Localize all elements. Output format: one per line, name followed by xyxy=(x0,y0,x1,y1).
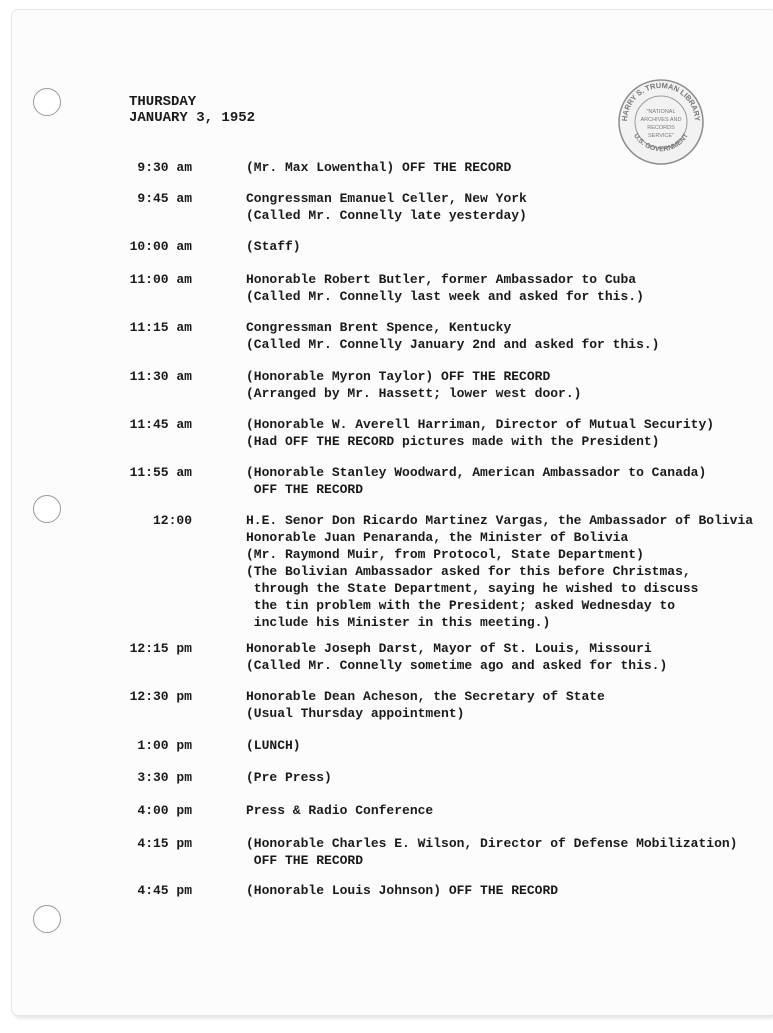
entry-time: 12:30 pm xyxy=(129,689,192,704)
entry-line: (The Bolivian Ambassador asked for this before Christmas, xyxy=(246,564,691,579)
entry-line: (Called Mr. Connelly last week and asked for this.) xyxy=(246,289,644,304)
entry-line: Honorable Robert Butler, former Ambassador to Cuba xyxy=(246,272,637,287)
entry-line: (Called Mr. Connelly sometime ago and asked for this.) xyxy=(246,658,668,673)
entry-line: (Called Mr. Connelly late yesterday) xyxy=(246,208,527,223)
entry-line: Congressman Brent Spence, Kentucky xyxy=(246,320,512,335)
entry-description xyxy=(246,159,511,176)
entry-description xyxy=(246,688,605,722)
entry-line: Honorable Joseph Darst, Mayor of St. Louis, Missouri xyxy=(246,641,652,656)
stamp-bottom-text: U.S. GOVERNMENT xyxy=(632,132,690,154)
entry-description xyxy=(246,737,301,754)
entry-line: (Honorable Stanley Woodward, American Ambassador to Canada) xyxy=(246,465,707,480)
entry-line: (Called Mr. Connelly January 2nd and asked for this.) xyxy=(246,337,660,352)
entry-line: (Usual Thursday appointment) xyxy=(246,706,465,721)
entry-line: the tin problem with the President; asked Wednesday to xyxy=(246,598,676,613)
entry-time: 4:00 pm xyxy=(137,803,192,818)
entry-line: OFF THE RECORD xyxy=(246,482,364,497)
entry-description xyxy=(246,368,581,402)
entry-line: Press & Radio Conference xyxy=(246,803,434,818)
entry-line: (Mr. Raymond Muir, from Protocol, State Department) xyxy=(246,547,644,562)
stamp-inner-line: ARCHIVES AND xyxy=(640,117,682,123)
entry-description xyxy=(246,802,433,819)
date-label: JANUARY 3, 1952 xyxy=(129,110,256,126)
entry-description xyxy=(246,835,737,869)
entry-description xyxy=(246,416,714,450)
entry-time: 4:45 pm xyxy=(137,883,192,898)
stamp-outer-text: HARRY S. TRUMAN LIBRARY xyxy=(619,80,703,122)
entry-time: 12:00 xyxy=(152,513,192,528)
entry-time: 9:45 am xyxy=(137,191,192,206)
entry-description xyxy=(246,238,301,255)
entry-line: H.E. Senor Don Ricardo Martinez Vargas, the Ambassador of Bolivia xyxy=(246,513,754,528)
day-label: THURSDAY xyxy=(129,94,197,110)
stamp-inner-line: SERVICE" xyxy=(648,133,674,139)
entry-line: (Honorable Myron Taylor) OFF THE RECORD xyxy=(246,369,551,384)
binder-hole-middle xyxy=(33,495,61,523)
entry-time: 11:00 am xyxy=(129,272,192,287)
entry-description xyxy=(246,319,659,353)
entry-line: (LUNCH) xyxy=(246,738,301,753)
archive-stamp xyxy=(617,78,705,166)
entry-line: (Pre Press) xyxy=(246,770,332,785)
entry-line: (Honorable Louis Johnson) OFF THE RECORD xyxy=(246,883,559,898)
entry-time: 12:15 pm xyxy=(129,641,192,656)
entry-time: 11:15 am xyxy=(129,320,192,335)
entry-time: 10:00 am xyxy=(129,239,192,254)
entry-time: 11:45 am xyxy=(129,417,192,432)
entry-line: include his Minister in this meeting.) xyxy=(246,615,551,630)
entry-description xyxy=(246,190,527,224)
date-header xyxy=(129,94,255,126)
entry-line: (Honorable Charles E. Wilson, Director of Defense Mobilization) xyxy=(246,836,738,851)
entry-time: 4:15 pm xyxy=(137,836,192,851)
entry-line: Congressman Emanuel Celler, New York xyxy=(246,191,527,206)
entry-time: 1:00 pm xyxy=(137,738,192,753)
entry-time: 3:30 pm xyxy=(137,770,192,785)
entry-line: through the State Department, saying he wished to discuss xyxy=(246,581,699,596)
stamp-inner-line: RECORDS xyxy=(647,125,675,131)
entry-description xyxy=(246,464,706,498)
entry-description xyxy=(246,882,558,899)
entry-line: Honorable Juan Penaranda, the Minister of Bolivia xyxy=(246,530,629,545)
stamp-inner-line: "NATIONAL xyxy=(646,109,676,115)
entry-line: (Had OFF THE RECORD pictures made with the President) xyxy=(246,434,660,449)
entry-time: 11:30 am xyxy=(129,369,192,384)
entry-line: (Honorable W. Averell Harriman, Director of Mutual Security) xyxy=(246,417,715,432)
entry-time: 9:30 am xyxy=(137,160,192,175)
binder-hole-top xyxy=(33,88,61,116)
entry-description xyxy=(246,512,753,631)
entry-description xyxy=(246,640,667,674)
binder-hole-bottom xyxy=(33,905,61,933)
entry-line: OFF THE RECORD xyxy=(246,853,364,868)
entry-description xyxy=(246,769,332,786)
entry-line: (Staff) xyxy=(246,239,301,254)
entry-line: (Mr. Max Lowenthal) OFF THE RECORD xyxy=(246,160,512,175)
entry-line: Honorable Dean Acheson, the Secretary of State xyxy=(246,689,605,704)
entry-time: 11:55 am xyxy=(129,465,192,480)
entry-description xyxy=(246,271,644,305)
entry-line: (Arranged by Mr. Hassett; lower west door.) xyxy=(246,386,582,401)
